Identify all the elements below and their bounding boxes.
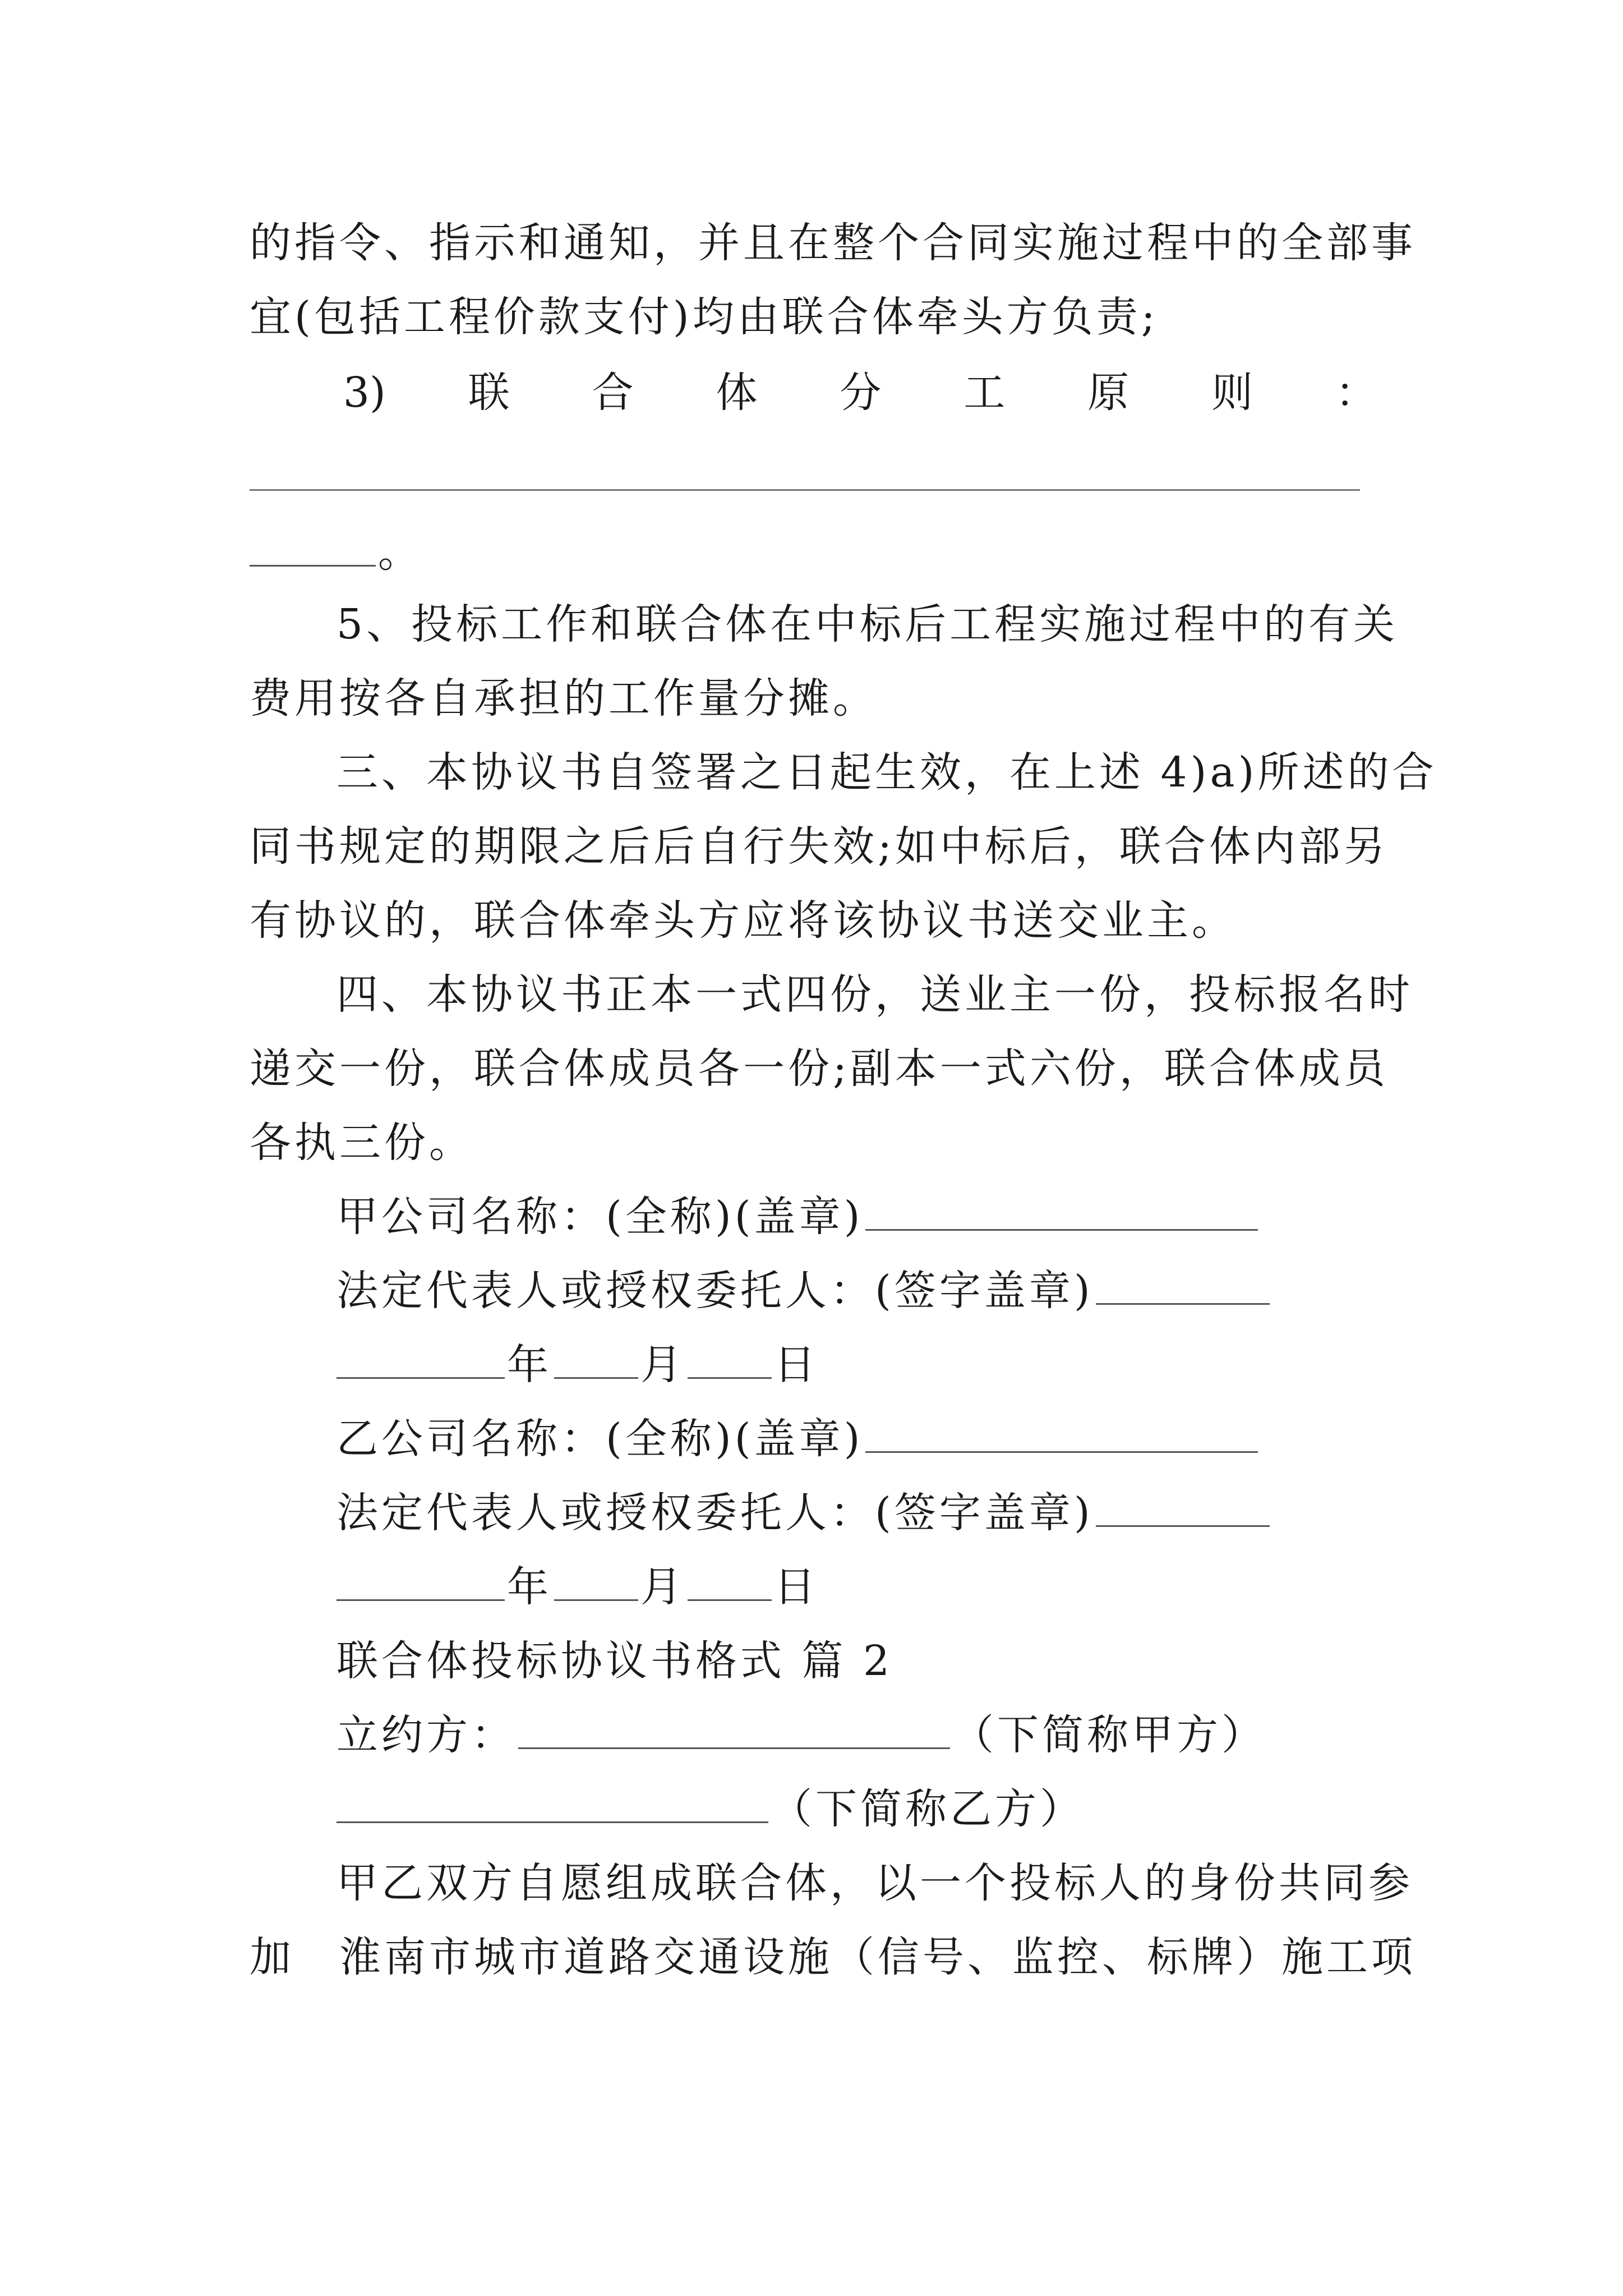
party-a-month-field[interactable] [554, 1340, 638, 1379]
clause-5-line-2: 费用按各自承担的工作量分摊。 [250, 674, 878, 723]
parties-line-b: （下简称乙方） [336, 1781, 1085, 1837]
party-b-year-field[interactable] [336, 1562, 505, 1601]
party-b-day-field[interactable] [688, 1562, 772, 1601]
section-3-line-1: 三、本协议书自签署之日起生效，在上述 4)a)所述的合 [336, 748, 1437, 797]
party-a-name-field[interactable] [865, 1192, 1258, 1231]
party-a-name-line: 甲公司名称：(全称)(盖章) [336, 1189, 1260, 1245]
body-line-1: 的指令、指示和通知，并且在整个合同实施过程中的全部事 [250, 219, 1416, 267]
agreement-line-1: 甲乙双方自愿组成联合体，以一个投标人的身份共同参 [336, 1859, 1413, 1907]
blank-field [250, 528, 376, 567]
party-b-name-field[interactable] [865, 1414, 1258, 1453]
section-3-line-3: 有协议的，联合体牵头方应将该协议书送交业主。 [250, 896, 1237, 945]
section-3-line-2: 同书规定的期限之后后自行失效;如中标后，联合体内部另 [250, 822, 1389, 871]
party-b-rep-line: 法定代表人或授权委托人：(签字盖章) [336, 1485, 1272, 1541]
body-line-2: 宜(包括工程价款支付)均由联合体牵头方负责; [250, 293, 1159, 341]
section-4-line-1: 四、本协议书正本一式四份，送业主一份，投标报名时 [336, 970, 1413, 1019]
party-b-month-field[interactable] [554, 1562, 638, 1601]
section-4-line-3: 各执三份。 [250, 1119, 474, 1167]
clause-5-line-1: 5、投标工作和联合体在中标后工程实施过程中的有关 [336, 600, 1399, 648]
section-4-line-2: 递交一份，联合体成员各一份;副本一式六份，联合体成员 [250, 1045, 1389, 1093]
party-a-date-line: 年 月 日 [336, 1337, 819, 1393]
party-b-field[interactable] [336, 1784, 768, 1823]
party-a-day-field[interactable] [688, 1340, 772, 1379]
parties-line-a: 立约方： （下简称甲方） [336, 1711, 1266, 1759]
party-b-signature-field[interactable] [1096, 1488, 1270, 1527]
section-title: 联合体投标协议书格式 篇 2 [336, 1637, 893, 1685]
party-a-signature-field[interactable] [1096, 1266, 1270, 1305]
party-b-date-line: 年 月 日 [336, 1559, 819, 1615]
clause-3-number: 3) [343, 369, 386, 417]
fill-in-line-short: 。 [250, 524, 423, 581]
party-a-year-field[interactable] [336, 1340, 505, 1379]
agreement-line-2: 加 淮南市城市道路交通设施（信号、监控、标牌）施工项 [250, 1933, 1416, 1981]
party-a-field[interactable] [518, 1710, 950, 1749]
fill-in-line-long [250, 489, 1360, 491]
party-b-name-line: 乙公司名称：(全称)(盖章) [336, 1411, 1260, 1467]
clause-3-heading: 3) 联 合 体 分 工 原 则 ： [250, 365, 1377, 421]
party-a-rep-line: 法定代表人或授权委托人：(签字盖章) [336, 1263, 1272, 1319]
